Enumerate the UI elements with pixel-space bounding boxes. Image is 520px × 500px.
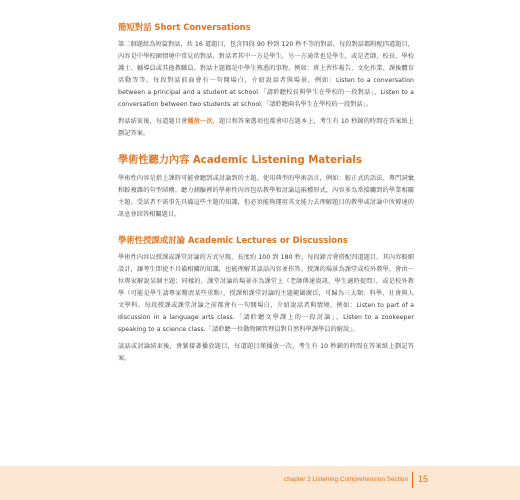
paragraph-academic-lectures-answering: 談話或討論結束後，會緊接著播放題目，每道題目僅播放一次，考生有 10 秒鐘的時間在答案紙上劃記答案。	[118, 343, 414, 362]
footer-bar	[0, 466, 520, 500]
paragraph-short-conversations-intro: 第二個題組為短篇對話，共 16 道題目，包含四段 90 秒到 120 秒不等的對話。每段對話都附配四道題目，內容是中學校園情境中常見的對話，對話者其中一方是學生，另一方通常也是學生，或是老師、校長、學校護士、輔導員或其他教職員。對話主題都是中學生熟悉的事物，例如：班上習作報告、文化作業、課後體育活動等等。每段對話前面會有一句開場白，介紹說話者與場景，例如：Listen to a conversation between a principal and a student at school.「請聆聽校長與學生在學校的一段對話」、Listen to a conversation between two students at school.「請聆聽兩名學生在學校的一段對話」。	[118, 41, 414, 108]
page-number: 15	[418, 474, 429, 484]
section-heading-short-conversations: 簡短對話 Short Conversations	[118, 22, 251, 32]
footer-divider	[412, 472, 413, 488]
page-content	[118, 22, 414, 371]
text-run: 對話結束後，每道題目會	[118, 118, 188, 125]
section-short-conversations	[118, 22, 414, 140]
section-heading-academic-lectures: 學術性授課或討論 Academic Lectures or Discussions	[118, 235, 348, 245]
text-run: ，題目和答案選項也都會印在題本上，考生有 10 秒鐘的時間在答案紙上劃記答案。	[118, 118, 414, 137]
footer-chapter-label: chapter 2 Listening Comprehension Section	[284, 476, 408, 483]
highlighted-text: 播放一次	[187, 118, 213, 125]
section-academic-listening	[118, 154, 414, 221]
section-heading-academic-listening: 學術性聽力內容 Academic Listening Materials	[118, 155, 362, 166]
paragraph-academic-lectures-intro: 學術性內容以授課或課堂討論的方式呈現，長度約 100 到 180 秒，每段錄音會搭配四道題目。其內容較細設計，讓考生即使不具備相關的知識，也能理解其談話內容並作答。授課的場景為課堂或校外教學，會由一位專家解說某個主題；同樣的，課堂討論的場景亦為課堂上（老師傳達資訊、學生適時提問），或是校外教學（可能是學生請專家釐清某些重點）。授課和課堂討論的主題範圍廣泛，可歸為三大類：科學、社會與人文學科。每段授課或課堂討論之前都會有一句開場白，介紹說話者與情境，例如：Listen to part of a discussion in a language arts class.「請聆聽文學課上的一段討論」、Listen to a zookeeper speaking to a science class.「請聆聽一位動物園管理員對自然科學課學員的解說」。	[118, 254, 414, 333]
section-academic-lectures	[118, 235, 414, 365]
paragraph-short-conversations-answering	[118, 116, 414, 140]
paragraph-academic-listening: 學術性內容是指上課時可能會聽到或討論到的主題。使用典型的學術語言，例如：較正式的語法、專門詞彙和較複雜的句型結構。聽力測驗裡的學術性內容包括教學和討論這兩種形式，內容多為常接觸到的學業相關主題。受試者不需事先具備這些主題的知識，但必須能夠運用英文能力去理解題目的教學或討論中所傳達的訊息並回答相關題目。	[118, 175, 414, 218]
